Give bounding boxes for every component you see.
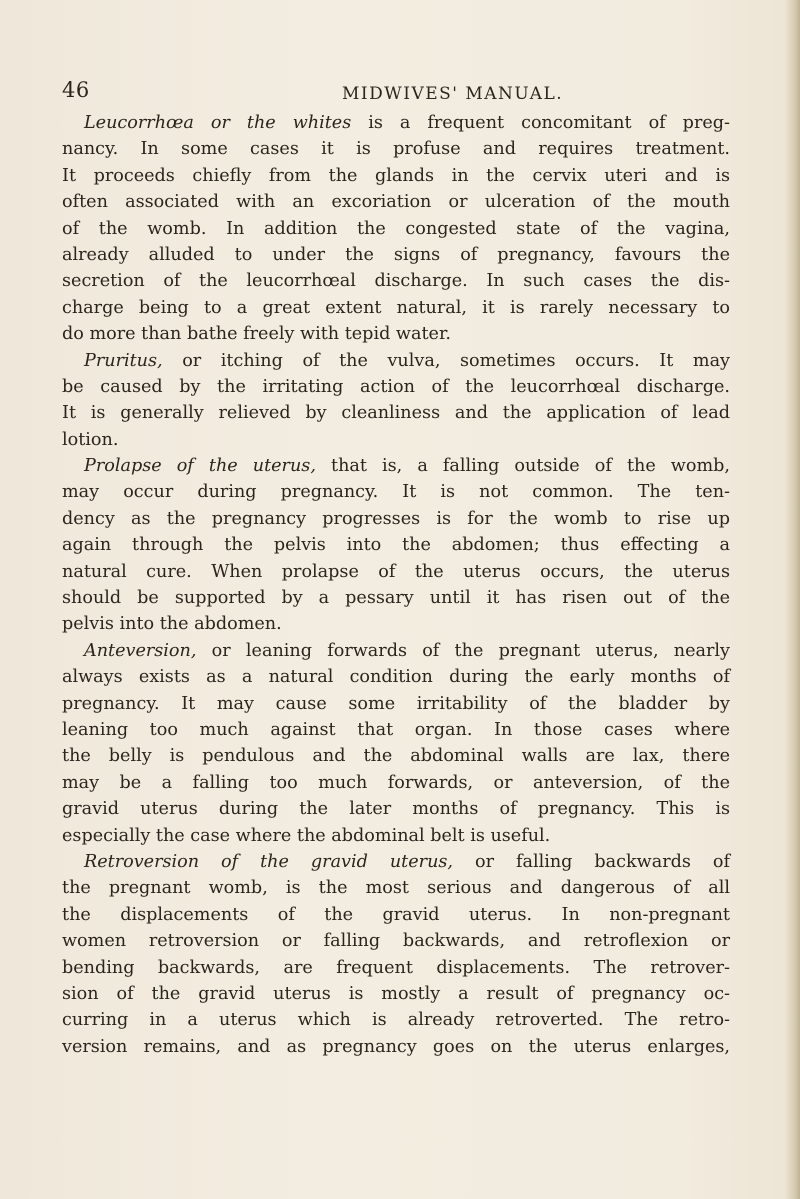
text-line: may occur during pregnancy. It is not common. The ten- bbox=[62, 482, 730, 503]
text-line: charge being to a great extent natural, it is rarely necessary to bbox=[62, 297, 730, 318]
text-line: Pruritus, or itching of the vulva, sometimes occurs. It may bbox=[84, 350, 730, 371]
text-line: of the womb. In addition the congested state of the vagina, bbox=[62, 218, 730, 239]
text-line: sion of the gravid uterus is mostly a result of pregnancy oc- bbox=[62, 983, 730, 1004]
text-line: always exists as a natural condition during the early months of bbox=[62, 667, 730, 688]
text-line: Retroversion of the gravid uterus, or falling backwards of bbox=[84, 851, 730, 872]
text-line: It proceeds chiefly from the glands in the cervix uteri and is bbox=[62, 165, 730, 186]
text-line: Leucorrhœa or the whites is a frequent concomitant of preg- bbox=[84, 113, 730, 133]
text-line: gravid uterus during the later months of pregnancy. This is bbox=[62, 799, 730, 820]
text-line: again through the pelvis into the abdomen; thus effecting a bbox=[62, 535, 730, 556]
text-line: It is generally relieved by cleanliness and the application of lead bbox=[62, 403, 730, 424]
running-head: MIDWIVES' MANUAL. bbox=[342, 84, 564, 104]
text-line: already alluded to under the signs of pregnancy, favours the bbox=[62, 244, 730, 265]
text-line: the belly is pendulous and the abdominal walls are lax, there bbox=[62, 746, 730, 767]
paragraph-lead: Prolapse of the uterus, bbox=[84, 456, 316, 477]
text-line: secretion of the leucorrhœal discharge. In such cases the dis- bbox=[62, 271, 730, 292]
text-line: pregnancy. It may cause some irritability of the bladder by bbox=[62, 693, 730, 714]
text-line: the displacements of the gravid uterus. In non-pregnant bbox=[62, 904, 730, 925]
paragraph-lead: Anteversion, bbox=[84, 640, 197, 661]
text-line: should be supported by a pessary until it has risen out of the bbox=[62, 588, 730, 609]
text-line: curring in a uterus which is already retroverted. The retro- bbox=[62, 1010, 730, 1031]
text-line: do more than bathe freely with tepid water. bbox=[62, 324, 452, 345]
text-line: may be a falling too much forwards, or anteversion, of the bbox=[62, 772, 730, 793]
text-line: women retroversion or falling backwards, and retroflexion or bbox=[62, 931, 730, 952]
text-line: the pregnant womb, is the most serious and dangerous of all bbox=[62, 878, 730, 899]
text-line: leaning too much against that organ. In those cases where bbox=[62, 719, 730, 740]
text-line: natural cure. When prolapse of the uterus occurs, the uterus bbox=[62, 561, 730, 582]
page-edge bbox=[786, 0, 800, 1199]
text-line: especially the case where the abdominal belt is useful. bbox=[62, 825, 551, 846]
paragraph-lead: Leucorrhœa or the whites bbox=[84, 113, 352, 133]
text-line: often associated with an excoriation or ulceration of the mouth bbox=[62, 192, 730, 213]
text-line: lotion. bbox=[62, 429, 119, 450]
text-line: pelvis into the abdomen. bbox=[62, 614, 282, 635]
text-line: nancy. In some cases it is profuse and requires treatment. bbox=[62, 139, 730, 160]
text-line: bending backwards, are frequent displacements. The retrover- bbox=[62, 957, 730, 978]
body-text bbox=[62, 110, 730, 1060]
text-line: version remains, and as pregnancy goes on the uterus enlarges, bbox=[62, 1036, 730, 1057]
paragraph-lead: Pruritus, bbox=[84, 350, 163, 371]
paragraph-lead: Retroversion of the gravid uterus, bbox=[84, 851, 454, 872]
page-number: 46 bbox=[62, 78, 90, 102]
text-line: dency as the pregnancy progresses is for the womb to rise up bbox=[62, 508, 730, 529]
text-line: Anteversion, or leaning forwards of the pregnant uterus, nearly bbox=[84, 640, 730, 661]
page-header bbox=[36, 78, 766, 112]
text-line: Prolapse of the uterus, that is, a falling outside of the womb, bbox=[84, 456, 730, 477]
text-line: be caused by the irritating action of the leucorrhœal discharge. bbox=[62, 376, 730, 397]
